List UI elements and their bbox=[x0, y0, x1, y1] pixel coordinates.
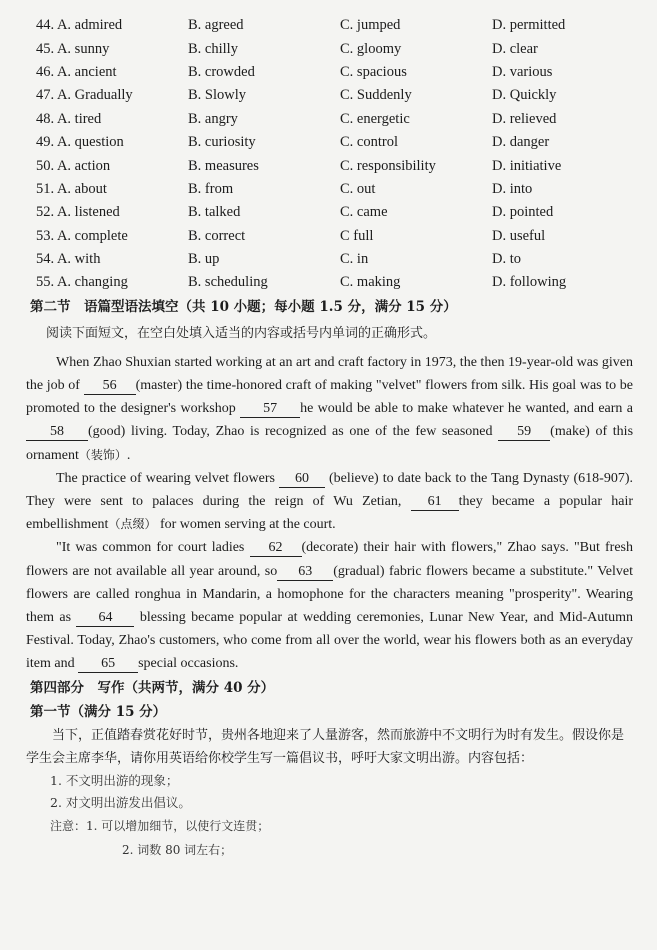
option-c: C. responsibility bbox=[340, 157, 436, 174]
option-d: D. into bbox=[492, 180, 533, 197]
option-b: B. chilly bbox=[188, 40, 238, 57]
passage-paragraph-1: When Zhao Shuxian started working at an art and craft factory in 1973, the then 19-year-old was given the job of 56 (master) the time-honored craft of making "velvet" flowers from silk. His goal was to be promoted to the designer's workshop 57 he would be able to make whatever he wanted, and earn a 58 (good) living. Today, Zhao is recognized as one of the few seasoned 59 (make) of this ornament（装饰）. bbox=[26, 354, 634, 463]
option-b: B. correct bbox=[188, 227, 246, 244]
option-a: 46. A. ancient bbox=[36, 63, 117, 80]
option-d: D. Quickly bbox=[492, 87, 557, 104]
option-a: 53. A. complete bbox=[36, 227, 128, 244]
passage-paragraph-3: "It was common for court ladies 62 (decorate) their hair with flowers," Zhao says. "But fresh flowers are not available all year around, so 63 (gradual) fabric flowers became a substitute." Velvet flowers are called ronghua in Mandarin, a homophone for the characters meaning "prosperity". Wearing them as 64 blessing became popular at wedding ceremonies, Lunar New Year, and Mid-Autumn Festival. Today, Zhao's customers, who come from all over the world, wear his flowers both as an everyday item and 65 special occasions. bbox=[26, 540, 634, 672]
section2-title: 第二节 语篇型语法填空（共 10 小题；每小题 1.5 分，满分 15 分） bbox=[30, 298, 457, 315]
option-d: D. pointed bbox=[492, 204, 554, 221]
option-d: D. useful bbox=[492, 227, 546, 244]
option-a: 55. A. changing bbox=[36, 274, 128, 291]
blank-57[interactable]: 57 bbox=[240, 401, 300, 418]
option-a: 49. A. question bbox=[36, 134, 124, 151]
grammar-passage bbox=[26, 351, 633, 676]
option-row bbox=[36, 84, 633, 107]
option-d: D. danger bbox=[492, 134, 550, 151]
option-a: 44. A. admired bbox=[36, 17, 123, 34]
option-d: D. clear bbox=[492, 40, 538, 57]
option-a: 51. A. about bbox=[36, 180, 107, 197]
option-d: D. various bbox=[492, 63, 553, 80]
option-row bbox=[36, 108, 633, 131]
option-c: C. spacious bbox=[340, 63, 407, 80]
requirement-item: 1. 不文明出游的现象； bbox=[50, 772, 179, 788]
writing-task bbox=[26, 724, 633, 770]
option-row bbox=[36, 225, 633, 248]
option-a: 54. A. with bbox=[36, 251, 101, 268]
option-b: B. Slowly bbox=[188, 87, 247, 104]
note-label: 注意： bbox=[50, 818, 87, 833]
option-row bbox=[36, 178, 633, 201]
blank-61[interactable]: 61 bbox=[411, 494, 459, 511]
option-a: 45. A. sunny bbox=[36, 40, 110, 57]
option-a: 52. A. listened bbox=[36, 204, 120, 221]
option-c: C. jumped bbox=[340, 17, 401, 34]
option-c: C. control bbox=[340, 134, 398, 151]
option-row bbox=[36, 131, 633, 154]
answer-options-table bbox=[36, 14, 633, 295]
option-row bbox=[36, 37, 633, 60]
option-b: B. crowded bbox=[188, 63, 255, 80]
blank-58[interactable]: 58 bbox=[26, 424, 88, 441]
blank-64[interactable]: 64 bbox=[76, 610, 134, 627]
option-d: D. following bbox=[492, 274, 567, 291]
option-row bbox=[36, 14, 633, 37]
option-row bbox=[36, 271, 633, 294]
option-a: 50. A. action bbox=[36, 157, 111, 174]
option-c: C. energetic bbox=[340, 110, 410, 127]
option-c: C. making bbox=[340, 274, 401, 291]
option-b: B. measures bbox=[188, 157, 259, 174]
requirement-item: 2. 对文明出游发出倡议。 bbox=[50, 794, 191, 810]
option-b: B. up bbox=[188, 251, 220, 268]
blank-63[interactable]: 63 bbox=[277, 564, 333, 581]
section2-instruction: 阅读下面短文，在空白处填入适当的内容或括号内单词的正确形式。 bbox=[46, 325, 437, 341]
option-d: D. relieved bbox=[492, 110, 557, 127]
option-d: D. permitted bbox=[492, 17, 566, 34]
option-d: D. to bbox=[492, 251, 521, 268]
blank-59[interactable]: 59 bbox=[498, 424, 550, 441]
blank-60[interactable]: 60 bbox=[279, 471, 325, 488]
option-c: C. in bbox=[340, 251, 369, 268]
option-row bbox=[36, 61, 633, 84]
option-b: B. curiosity bbox=[188, 134, 256, 151]
writing-prompt: 当下，正值踏春赏花好时节，贵州各地迎来了人量游客，然而旅游中不文明行为时有发生。假设你是学生会主席李华，请你用英语给你校学生写一篇倡议书，呼吁大家文明出游。内容包括： bbox=[26, 727, 625, 766]
blank-65[interactable]: 65 bbox=[78, 656, 138, 673]
option-row bbox=[36, 248, 633, 271]
option-b: B. from bbox=[188, 180, 234, 197]
option-b: B. angry bbox=[188, 110, 238, 127]
note-item: 1. 可以增加细节，以使行文连贯； bbox=[86, 818, 270, 833]
option-row bbox=[36, 201, 633, 224]
option-a: 48. A. tired bbox=[36, 110, 102, 127]
option-d: D. initiative bbox=[492, 157, 562, 174]
option-c: C. came bbox=[340, 204, 388, 221]
option-b: B. agreed bbox=[188, 17, 244, 34]
passage-paragraph-2: The practice of wearing velvet flowers 60 (believe) to date back to the Tang Dynasty (618-907). They were sent to palaces during the reign of Wu Zetian, 61 they became a popular hair embellishment（点缀） for women serving at the court. bbox=[26, 470, 634, 533]
option-row bbox=[36, 154, 633, 177]
note-item: 2. 词数 80 词左右； bbox=[122, 842, 233, 857]
option-c: C. Suddenly bbox=[340, 87, 412, 104]
option-c: C. out bbox=[340, 180, 376, 197]
option-b: B. scheduling bbox=[188, 274, 268, 291]
part4-title: 第四部分 写作（共两节，满分 40 分） bbox=[30, 679, 275, 696]
part4-section1-title: 第一节（满分 15 分） bbox=[30, 703, 167, 720]
blank-62[interactable]: 62 bbox=[250, 540, 302, 557]
option-c: C full bbox=[340, 227, 374, 244]
blank-56[interactable]: 56 bbox=[84, 378, 136, 395]
option-a: 47. A. Gradually bbox=[36, 87, 133, 104]
writing-notes bbox=[50, 814, 633, 862]
option-c: C. gloomy bbox=[340, 40, 402, 57]
content-requirements bbox=[50, 770, 633, 814]
option-b: B. talked bbox=[188, 204, 241, 221]
